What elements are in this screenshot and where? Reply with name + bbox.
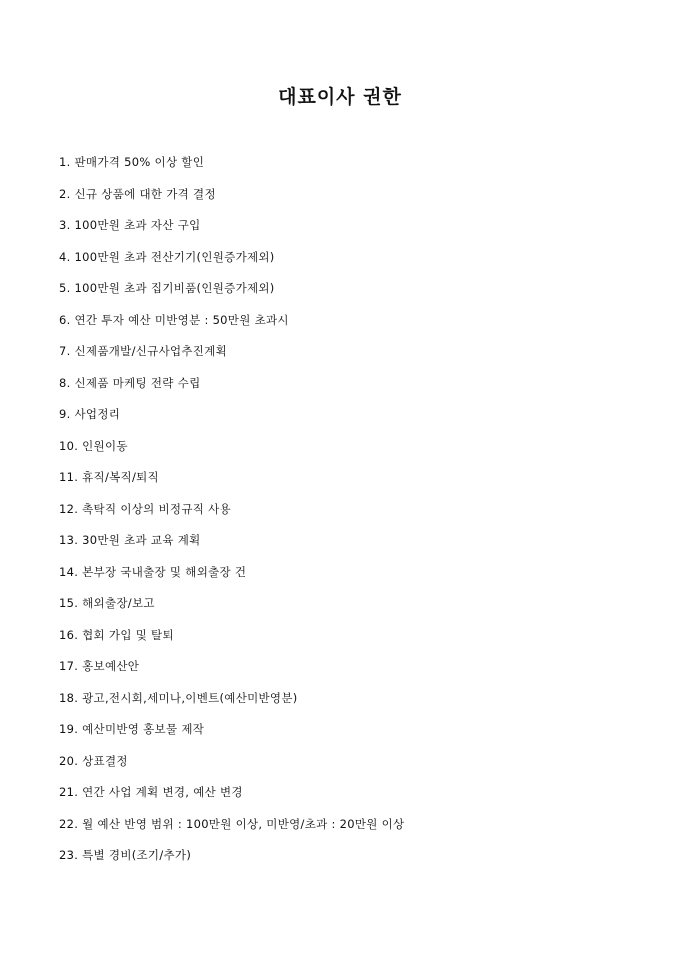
list-item: 12. 촉탁직 이상의 비정규직 사용 <box>59 501 231 516</box>
list-item: 17. 홍보예산안 <box>59 659 140 673</box>
list-item: 23. 특별 경비(조기/추가) <box>59 848 192 862</box>
list-item: 4. 100만원 초과 전산기기(인원증가제외) <box>59 249 275 264</box>
list-item: 18. 광고,전시회,세미나,이벤트(예산미반영분) <box>59 690 298 705</box>
list-item: 10. 인원이동 <box>59 438 128 453</box>
list-item: 15. 해외출장/보고 <box>59 596 155 610</box>
list-item: 5. 100만원 초과 집기비품(인원증가제외) <box>59 281 275 295</box>
list-item: 14. 본부장 국내출장 및 해외출장 건 <box>59 564 247 579</box>
authority-list <box>59 151 404 876</box>
list-item: 2. 신규 상품에 대한 가격 결정 <box>59 186 216 201</box>
list-item: 19. 예산미반영 홍보물 제작 <box>59 722 205 736</box>
list-item: 3. 100만원 초과 자산 구입 <box>59 218 201 232</box>
list-item: 22. 월 예산 반영 범위 : 100만원 이상, 미반영/초과 : 20만원 이상 <box>59 816 405 831</box>
list-item: 1. 판매가격 50% 이상 할인 <box>59 155 205 169</box>
list-item: 8. 신제품 마케팅 전략 수립 <box>59 375 201 390</box>
list-item: 9. 사업정리 <box>59 407 121 421</box>
list-item: 7. 신제품개발/신규사업추진계획 <box>59 344 228 358</box>
list-item: 13. 30만원 초과 교육 계획 <box>59 533 201 547</box>
list-item: 16. 협회 가입 및 탈퇴 <box>59 627 174 642</box>
list-item: 6. 연간 투자 예산 미반영분 : 50만원 초과시 <box>59 312 289 327</box>
list-item: 20. 상표결정 <box>59 753 128 768</box>
list-item: 21. 연간 사업 계획 변경, 예산 변경 <box>59 785 243 799</box>
page-title: 대표이사 권한 <box>278 86 402 108</box>
list-item: 11. 휴직/복직/퇴직 <box>59 470 159 484</box>
